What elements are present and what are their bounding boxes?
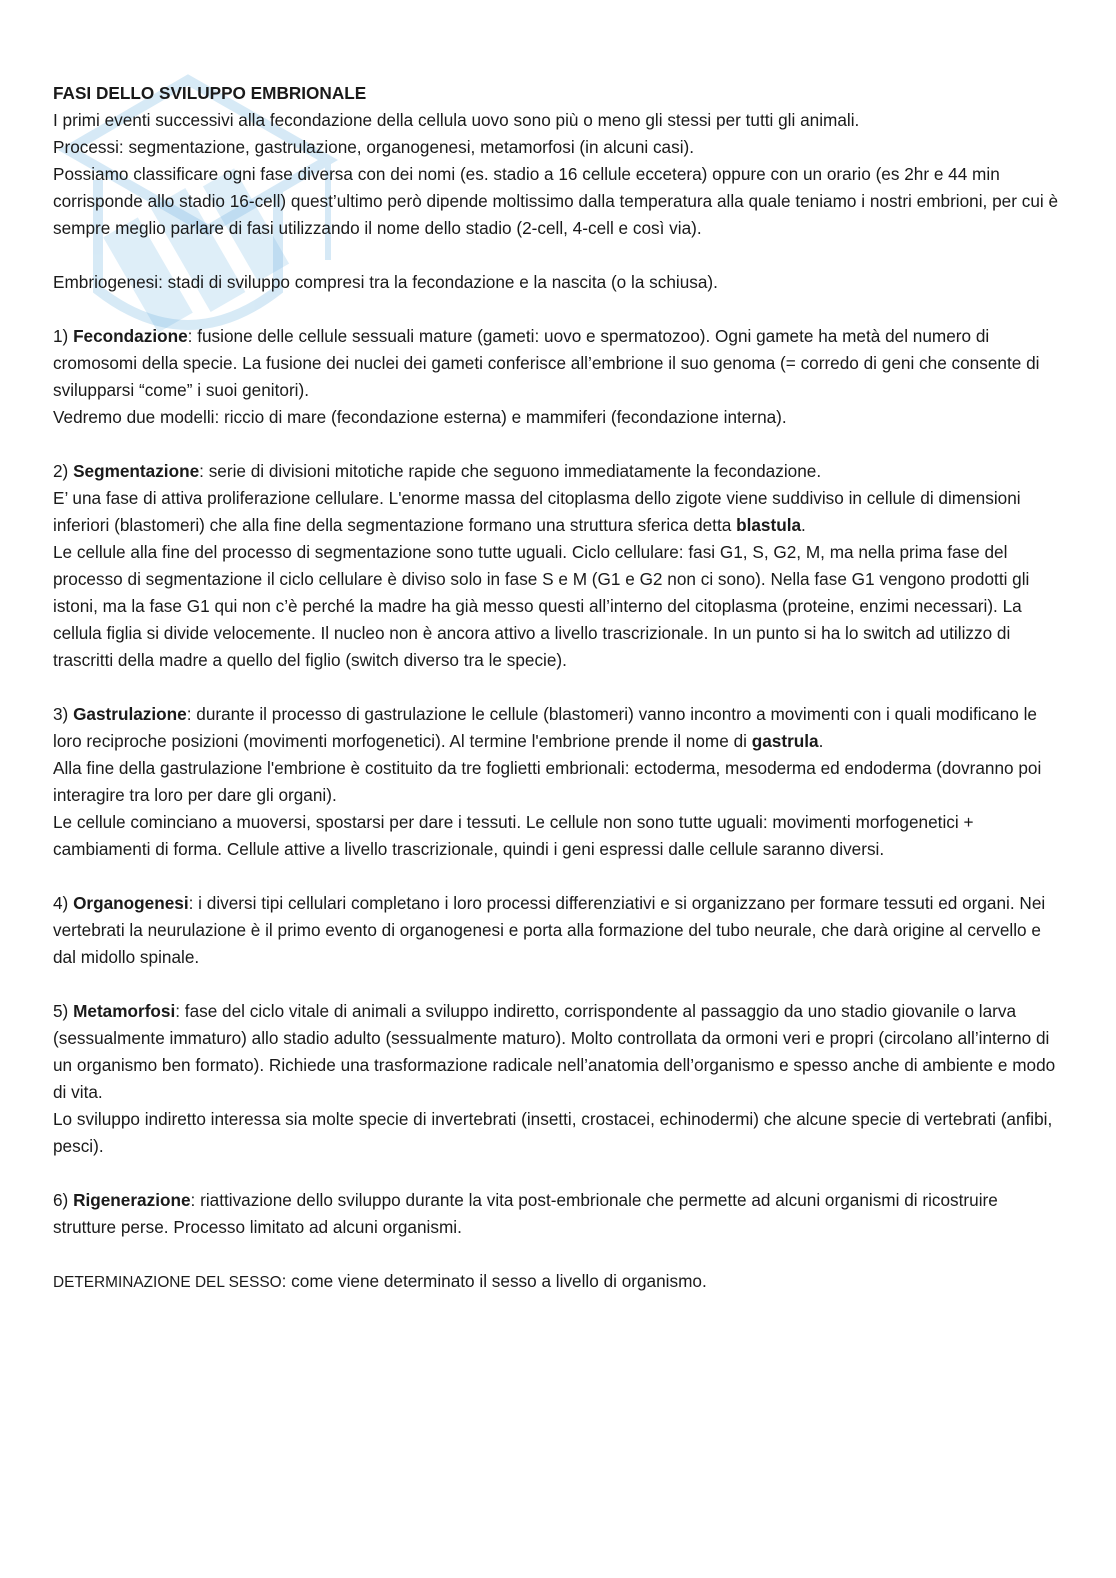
section-metamorfosi xyxy=(53,998,1063,1106)
section-number: 3) xyxy=(53,704,74,724)
section-text: : riattivazione dello sviluppo durante la vita post-embrionale che permette ad alcuni organismi di ricostruire strutture perse. Processo limitato ad alcuni organismi. xyxy=(53,1190,998,1237)
closing-text: : come viene determinato il sesso a livello di organismo. xyxy=(281,1271,707,1291)
section-fecondazione xyxy=(53,323,1063,404)
section-term: Segmentazione xyxy=(73,461,200,481)
metamorfosi-paragraph-2: Lo sviluppo indiretto interessa sia molte specie di invertebrati (insetti, crostacei, echinodermi) che alcune specie di vertebrati (anfibi, pesci). xyxy=(53,1109,1053,1156)
closing-label: DETERMINAZIONE DEL SESSO xyxy=(53,1274,282,1291)
section-text: : durante il processo di gastrulazione le cellule (blastomeri) vanno incontro a movimenti con i quali modificano le loro reciproche posizioni (movimenti morfogenetici). Al termine l'embrione prende il nome di xyxy=(53,704,1037,751)
section-term: Organogenesi xyxy=(73,893,189,913)
paragraph-text: E’ una fase di attiva proliferazione cellulare. L'enorme massa del citoplasma dello zigote viene suddiviso in cellule di dimensioni inferiori (blastomeri) che alla fine della segmentazione formano una struttura sferica detta xyxy=(53,488,1021,535)
closing-line xyxy=(53,1268,1063,1296)
section-text: : fase del ciclo vitale di animali a sviluppo indiretto, corrispondente al passaggio da uno stadio giovanile o larva (sessualmente immaturo) allo stadio adulto (sessualmente maturo). Molto controllata da ormoni veri e propri (circolano all’interno di un organismo ben formato). Richiede una trasformazione radicale nell’anatomia dell’organismo e spesso anche di ambiente e modo di vita. xyxy=(53,1001,1056,1102)
intro-line-2: Processi: segmentazione, gastrulazione, organogenesi, metamorfosi (in alcuni casi). xyxy=(53,137,695,157)
section-number: 2) xyxy=(53,461,74,481)
section-number: 1) xyxy=(53,326,74,346)
section-term: Fecondazione xyxy=(73,326,188,346)
document-body xyxy=(53,80,1063,1296)
section-text: : fusione delle cellule sessuali mature (gameti: uovo e spermatozoo). Ogni gamete ha metà del numero di cromosomi della specie. La fusione dei nuclei dei gameti conferisce all’embrione il suo genoma (= corredo di geni che consente di svilupparsi “come” i suoi genitori). xyxy=(53,326,1040,400)
gastrulazione-paragraph-2: Alla fine della gastrulazione l'embrione è costituito da tre foglietti embrionali: ectoderma, mesoderma ed endoderma (dovranno poi interagire tra loro per dare gli organi). xyxy=(53,758,1042,805)
term-blastula: blastula xyxy=(736,515,802,535)
section-segmentazione xyxy=(53,458,1063,485)
section-number: 5) xyxy=(53,1001,74,1021)
section-number: 6) xyxy=(53,1190,74,1210)
document-title: FASI DELLO SVILUPPO EMBRIONALE xyxy=(53,83,367,103)
intro-line-1: I primi eventi successivi alla fecondazione della cellula uovo sono più o meno gli stessi per tutti gli animali. xyxy=(53,110,860,130)
intro-paragraph: Possiamo classificare ogni fase diversa con dei nomi (es. stadio a 16 cellule eccetera) oppure con un orario (es 2hr e 44 min corrisponde allo stadio 16-cell) quest’ultimo però dipende moltissimo dalla temperatura alla quale teniamo i nostri embrioni, per cui è sempre meglio parlare di fasi utilizzando il nome dello stadio (2-cell, 4-cell e così via). xyxy=(53,164,1059,238)
section-term: Metamorfosi xyxy=(73,1001,176,1021)
section-term: Rigenerazione xyxy=(73,1190,191,1210)
section-gastrulazione xyxy=(53,701,1063,755)
segmentazione-paragraph-3: Le cellule alla fine del processo di segmentazione sono tutte uguali. Ciclo cellulare: fasi G1, S, G2, M, ma nella prima fase del processo di segmentazione il ciclo cellulare è diviso solo in fase S e M (G1 e G2 non ci sono). Nella fase G1 vengono prodotti gli istoni, ma la fase G1 qui non c’è perché la madre ha già messo questi all’interno del citoplasma (proteine, enzimi necessari). La cellula figlia si divide velocemente. Il nucleo non è ancora attivo a livello trascrizionale. In un punto si ha lo switch ad utilizzo di trascritti della madre a quello del figlio (switch diverso tra le specie). xyxy=(53,542,1030,670)
section-number: 4) xyxy=(53,893,74,913)
paragraph-end: . xyxy=(801,515,806,535)
section-term: Gastrulazione xyxy=(73,704,187,724)
gastrulazione-paragraph-3: Le cellule cominciano a muoversi, spostarsi per dare i tessuti. Le cellule non sono tutte uguali: movimenti morfogenetici + cambiamenti di forma. Cellule attive a livello trascrizionale, quindi i geni espressi dalle cellule saranno diversi. xyxy=(53,812,974,859)
embriogenesi-definition: Embriogenesi: stadi di sviluppo compresi tra la fecondazione e la nascita (o la schiusa). xyxy=(53,272,718,292)
segmentazione-paragraph-2 xyxy=(53,485,1063,539)
section-fecondazione-extra: Vedremo due modelli: riccio di mare (fecondazione esterna) e mammiferi (fecondazione interna). xyxy=(53,407,787,427)
section-organogenesi xyxy=(53,890,1063,971)
paragraph-end: . xyxy=(818,731,824,751)
section-text: : i diversi tipi cellulari completano i loro processi differenziativi e si organizzano per formare tessuti ed organi. Nei vertebrati la neurulazione è il primo evento di organogenesi e porta alla formazione del tubo neurale, che darà origine al cervello e dal midollo spinale. xyxy=(53,893,1046,967)
section-text: : serie di divisioni mitotiche rapide che seguono immediatamente la fecondazione. xyxy=(199,461,822,481)
section-rigenerazione xyxy=(53,1187,1063,1241)
term-gastrula: gastrula xyxy=(751,731,819,751)
